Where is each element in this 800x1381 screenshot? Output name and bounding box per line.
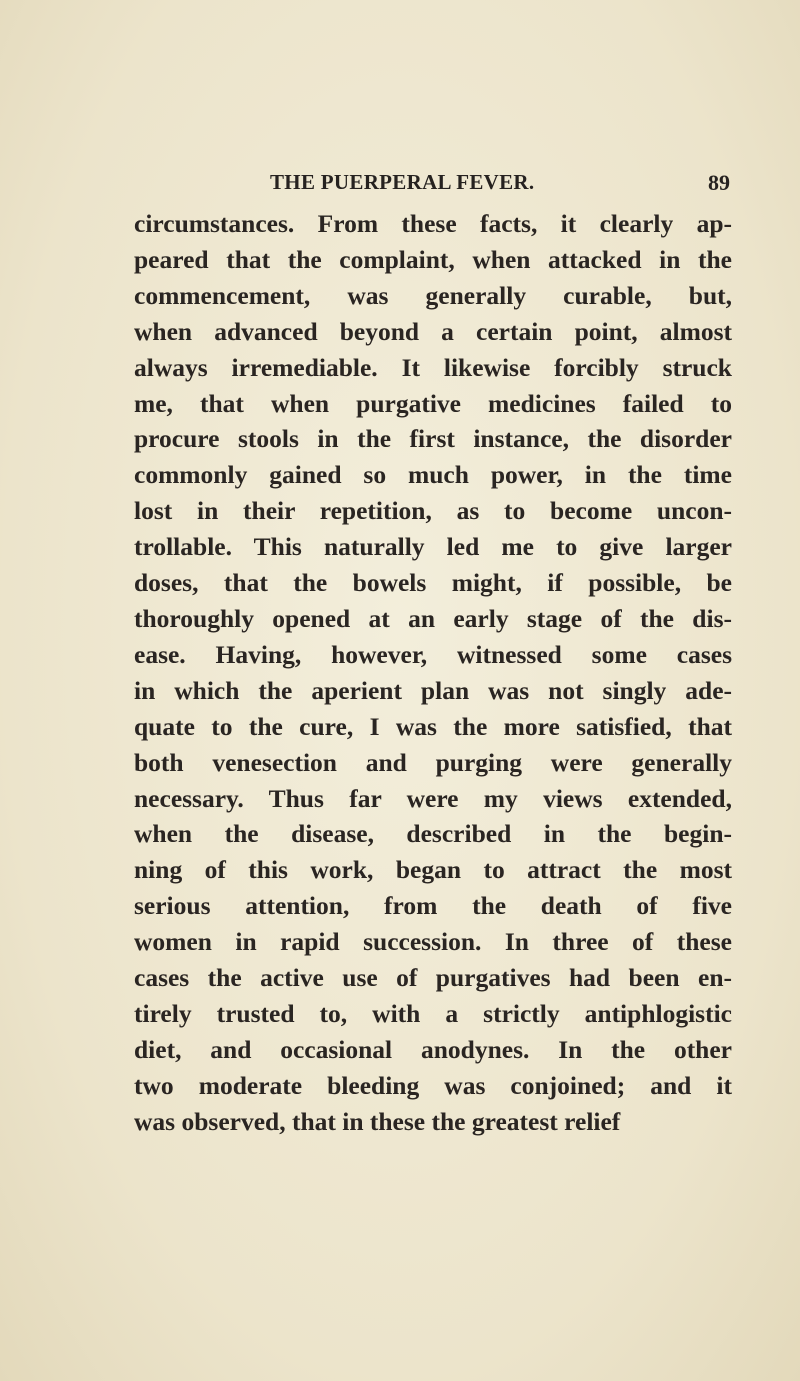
text-line: thoroughly opened at an early stage of the dis-: [134, 603, 732, 633]
text-line: in which the aperient plan was not singly ade-: [134, 675, 732, 705]
text-line: trollable. This naturally led me to give larger: [134, 532, 732, 562]
text-line: two moderate bleeding was conjoined; and it: [134, 1070, 732, 1100]
body-text: [134, 206, 732, 1140]
text-line: lost in their repetition, as to become uncon-: [134, 496, 732, 526]
text-line: when the disease, described in the begin-: [134, 819, 732, 849]
page-header: [135, 170, 730, 198]
text-line: procure stools in the first instance, the disorder: [134, 424, 732, 454]
text-line: was observed, that in these the greatest relief: [134, 1106, 621, 1136]
text-line: serious attention, from the death of five: [134, 891, 732, 921]
text-line: doses, that the bowels might, if possible, be: [134, 568, 732, 598]
text-line: when advanced beyond a certain point, almost: [134, 316, 732, 346]
running-head: THE PUERPERAL FEVER.: [270, 170, 535, 194]
text-line: peared that the complaint, when attacked in the: [134, 244, 732, 274]
text-line: commencement, was generally curable, but,: [134, 280, 732, 310]
text-line: women in rapid succession. In three of these: [134, 927, 732, 957]
page-number: 89: [708, 170, 730, 195]
text-line: ning of this work, began to attract the most: [134, 855, 732, 885]
text-line: tirely trusted to, with a strictly antiphlogistic: [134, 998, 732, 1028]
text-line: always irremediable. It likewise forcibly struck: [134, 352, 732, 382]
text-line: quate to the cure, I was the more satisfied, that: [134, 711, 732, 741]
text-line: commonly gained so much power, in the time: [134, 460, 732, 490]
text-line: ease. Having, however, witnessed some cases: [134, 639, 732, 669]
text-line: cases the active use of purgatives had been en-: [134, 963, 732, 993]
text-line: necessary. Thus far were my views extended,: [134, 783, 732, 813]
text-line: me, that when purgative medicines failed to: [134, 388, 732, 418]
text-line: diet, and occasional anodynes. In the other: [134, 1034, 732, 1064]
text-line: both venesection and purging were generally: [134, 747, 732, 777]
text-line: circumstances. From these facts, it clearly ap-: [134, 209, 732, 238]
